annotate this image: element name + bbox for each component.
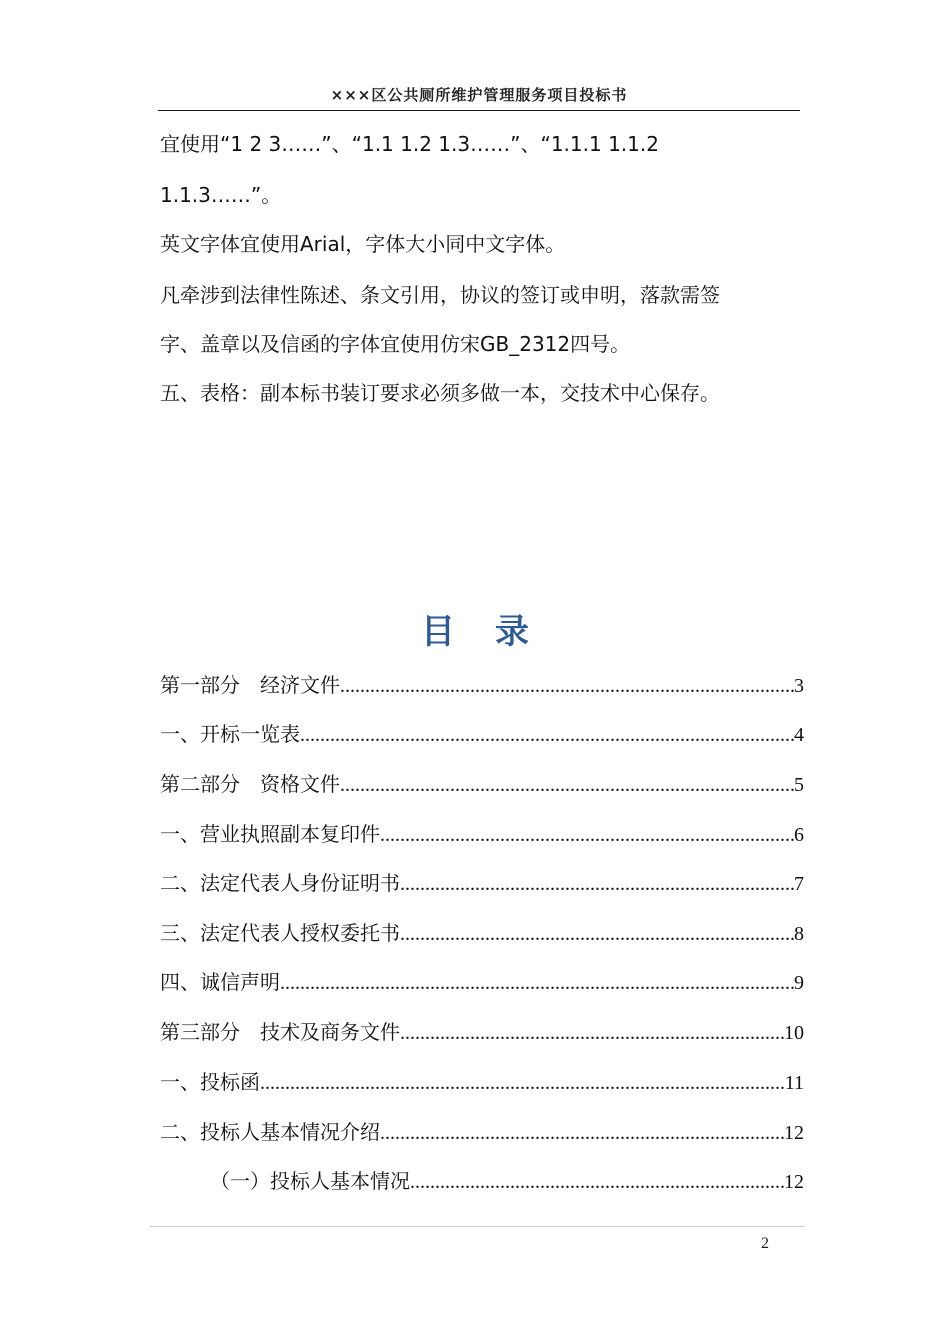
toc-entry[interactable] (160, 1021, 804, 1045)
toc-entry-label: 四、诚信声明 (160, 972, 280, 994)
toc-entry[interactable] (160, 872, 804, 896)
toc-entry-label: 一、投标函 (160, 1072, 260, 1094)
body-line-3: 英文字体宜使用Arial，字体大小同中文字体。 (160, 232, 566, 256)
toc-dot-leader (410, 1170, 784, 1194)
toc-entry-page: 11 (784, 1072, 804, 1094)
toc-entry[interactable] (160, 971, 804, 995)
toc-dot-leader (400, 922, 794, 946)
toc-entry-label: 第二部分 资格文件 (160, 774, 340, 796)
toc-entry-label: 二、投标人基本情况介绍 (160, 1122, 380, 1144)
body-line-2: 1.1.3……”。 (160, 183, 282, 207)
toc-entry-page: 9 (794, 972, 804, 994)
toc-entry-page: 3 (794, 675, 804, 697)
toc-entry-label: 一、开标一览表 (160, 724, 300, 746)
toc-entry-page: 8 (794, 923, 804, 945)
toc-dot-leader (400, 872, 794, 896)
toc-entry-page: 10 (784, 1022, 804, 1044)
page-header-title: ×××区公共厕所维护管理服务项目投标书 (330, 86, 628, 104)
toc-entry[interactable] (160, 1071, 804, 1095)
toc-entry-page: 6 (794, 824, 804, 846)
toc-entry-label: 三、法定代表人授权委托书 (160, 923, 400, 945)
toc-entry-page: 4 (794, 724, 804, 746)
toc-entry-label: 一、营业执照副本复印件 (160, 824, 380, 846)
toc-entry-label: 第一部分 经济文件 (160, 675, 340, 697)
body-line-4: 凡牵涉到法律性陈述、条文引用，协议的签订或申明，落款需签 (160, 283, 720, 307)
toc-entry[interactable] (210, 1170, 804, 1194)
page-number: 2 (761, 1235, 769, 1252)
toc-entry-page: 5 (794, 774, 804, 796)
toc-entry[interactable] (160, 773, 804, 797)
body-line-5: 字、盖章以及信函的字体宜使用仿宋GB_2312四号。 (160, 332, 631, 356)
toc-dot-leader (380, 823, 794, 847)
toc-dot-leader (380, 1121, 784, 1145)
toc-entry-label: （一）投标人基本情况 (210, 1171, 410, 1193)
header-divider (158, 110, 800, 111)
toc-entry-label: 二、法定代表人身份证明书 (160, 873, 400, 895)
toc-dot-leader (340, 674, 794, 698)
body-line-6: 五、表格：副本标书装订要求必须多做一本，交技术中心保存。 (160, 381, 720, 405)
toc-entry-page: 12 (784, 1122, 804, 1144)
body-line-1: 宜使用“1 2 3……”、“1.1 1.2 1.3……”、“1.1.1 1.1.2 (160, 132, 659, 156)
toc-entry[interactable] (160, 674, 804, 698)
toc-entry-page: 7 (794, 873, 804, 895)
toc-entry-page: 12 (784, 1171, 804, 1193)
toc-entry[interactable] (160, 1121, 804, 1145)
toc-entry[interactable] (160, 723, 804, 747)
toc-entry[interactable] (160, 922, 804, 946)
toc-dot-leader (300, 723, 794, 747)
toc-dot-leader (260, 1071, 785, 1095)
toc-entry-label: 第三部分 技术及商务文件 (160, 1022, 400, 1044)
toc-dot-leader (400, 1021, 784, 1045)
toc-dot-leader (280, 971, 794, 995)
toc-dot-leader (340, 773, 794, 797)
footer-divider (150, 1226, 805, 1227)
toc-title: 目录 (421, 612, 569, 652)
toc-entry[interactable] (160, 823, 804, 847)
